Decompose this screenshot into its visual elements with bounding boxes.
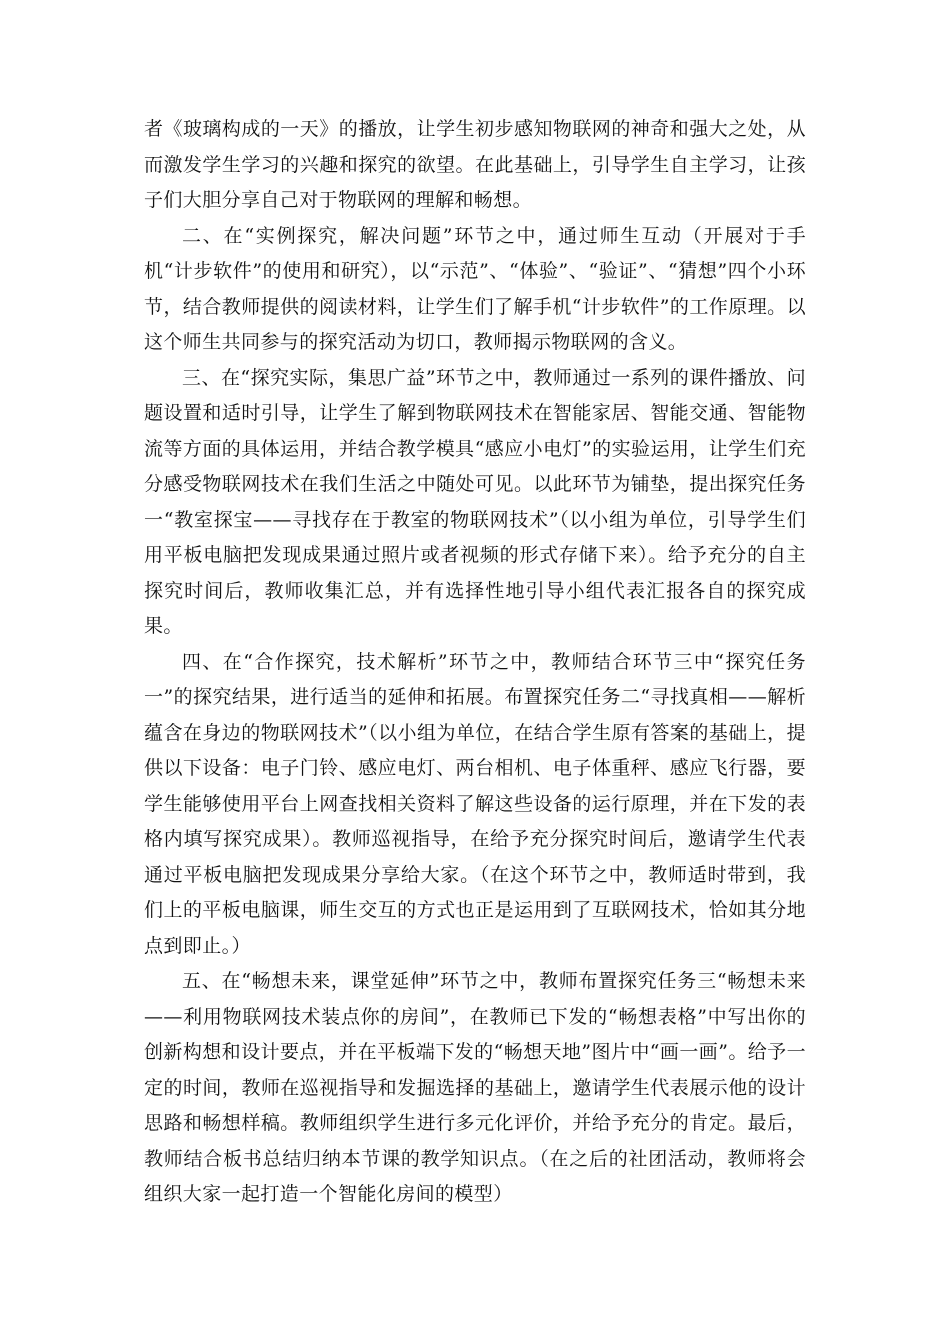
- paragraph-section-three: 三、在“探究实际，集思广益”环节之中，教师通过一系列的课件播放、问题设置和适时引导，让学生了解到物联网技术在智能家居、智能交通、智能物流等方面的具体运用，并结合教学模具“感应小电灯”的实验运用，让学生们充分感受物联网技术在我们生活之中随处可见。以此环节为铺垫，提出探究任务一“教室探宝——寻找存在于教室的物联网技术”（以小组为单位，引导学生们用平板电脑把发现成果通过照片或者视频的形式存储下来）。给予充分的自主探究时间后，教师收集汇总，并有选择性地引导小组代表汇报各自的探究成果。: [144, 366, 806, 637]
- paragraph-section-four: 四、在“合作探究，技术解析”环节之中，教师结合环节三中“探究任务一”的探究结果，进行适当的延伸和拓展。布置探究任务二“寻找真相——解析蕴含在身边的物联网技术”（以小组为单位，在结合学生原有答案的基础上，提供以下设备：电子门铃、感应电灯、两台相机、电子体重秤、感应飞行器，要学生能够使用平台上网查找相关资料了解这些设备的运行原理，并在下发的表格内填写探究成果）。教师巡视指导，在给予充分探究时间后，邀请学生代表通过平板电脑把发现成果分享给大家。（在这个环节之中，教师适时带到，我们上的平板电脑课，师生交互的方式也正是运用到了互联网技术，恰如其分地点到即止。）: [144, 650, 806, 957]
- paragraph-section-five: 五、在“畅想未来，课堂延伸”环节之中，教师布置探究任务三“畅想未来——利用物联网技术装点你的房间”，在教师已下发的“畅想表格”中写出你的创新构想和设计要点，并在平板端下发的“畅想天地”图片中“画一画”。给予一定的时间，教师在巡视指导和发掘选择的基础上，邀请学生代表展示他的设计思路和畅想样稿。教师组织学生进行多元化评价，并给予充分的肯定。最后，教师结合板书总结归纳本节课的教学知识点。（在之后的社团活动，教师将会组织大家一起打造一个智能化房间的模型）: [144, 970, 806, 1205]
- document-body: [144, 112, 806, 1213]
- paragraph-continuation: 者《玻璃构成的一天》的播放，让学生初步感知物联网的神奇和强大之处，从而激发学生学习的兴趣和探究的欲望。在此基础上，引导学生自主学习，让孩子们大胆分享自己对于物联网的理解和畅想。: [144, 118, 806, 211]
- paragraph-section-two: 二、在“实例探究，解决问题”环节之中，通过师生互动（开展对于手机“计步软件”的使用和研究），以“示范”、“体验”、“验证”、“猜想”四个小环节，结合教师提供的阅读材料，让学生们了解手机“计步软件”的工作原理。以这个师生共同参与的探究活动为切口，教师揭示物联网的含义。: [144, 224, 806, 353]
